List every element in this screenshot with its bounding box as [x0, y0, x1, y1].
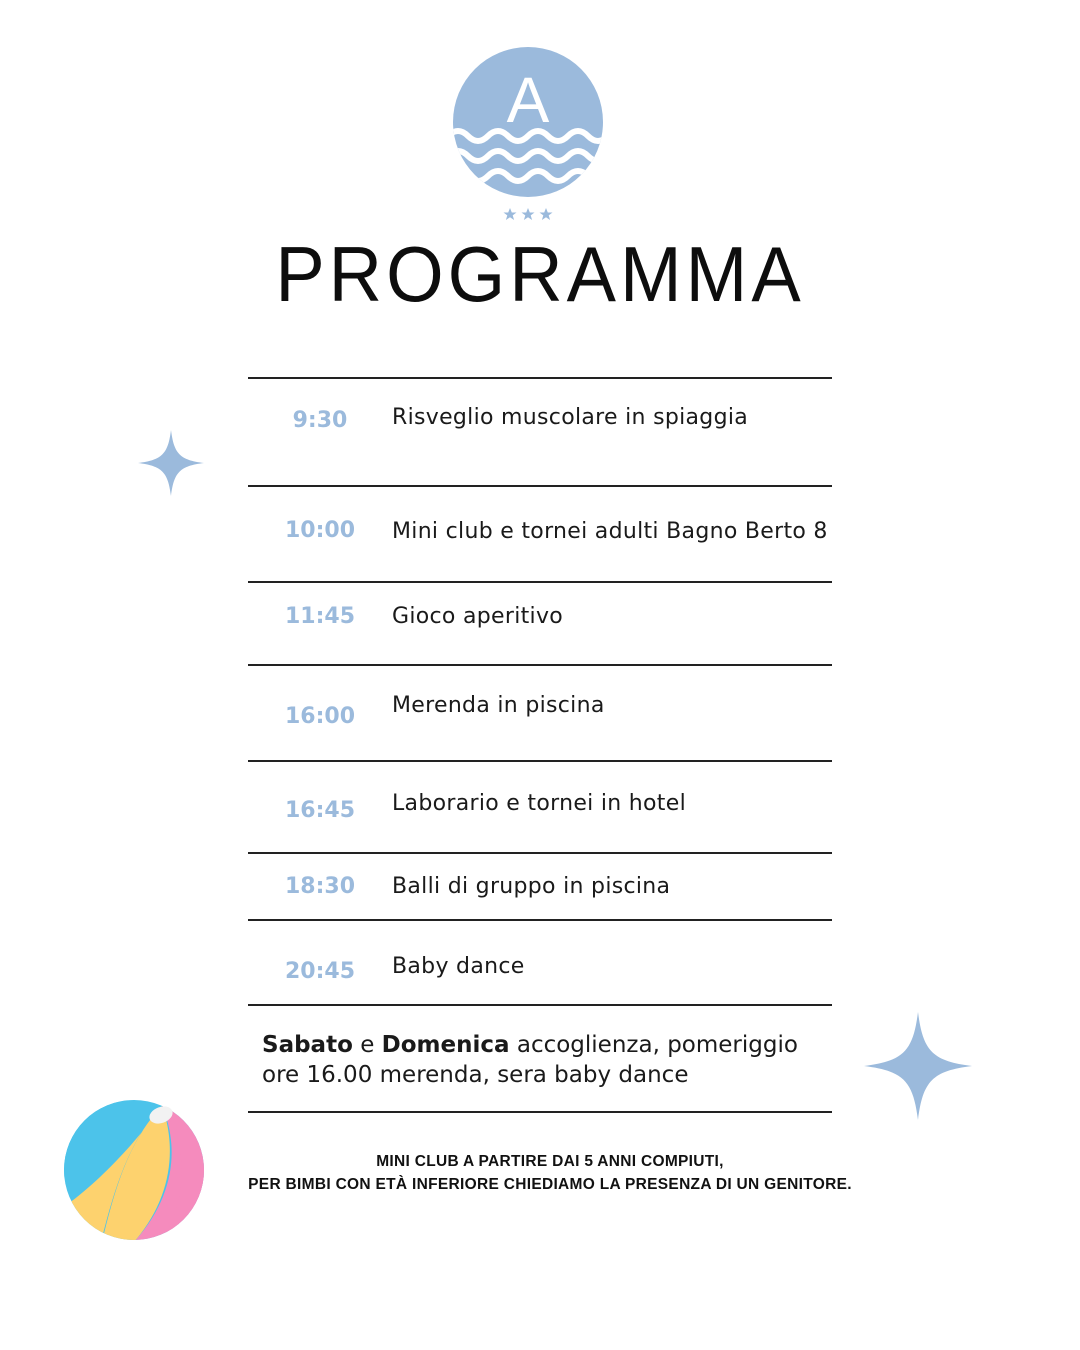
- schedule-time: 16:00: [284, 704, 356, 729]
- divider: [248, 485, 832, 487]
- weekend-day-sunday: Domenica: [381, 1032, 510, 1058]
- divider: [248, 1004, 832, 1006]
- age-note-line-1: MINI CLUB A PARTIRE DAI 5 ANNI COMPIUTI,: [376, 1153, 724, 1170]
- schedule-activity: Risveglio muscolare in spiaggia: [392, 405, 749, 430]
- divider: [248, 377, 832, 379]
- schedule-time: 11:45: [284, 604, 356, 629]
- schedule-time: 10:00: [284, 518, 356, 543]
- logo-letter: A: [506, 64, 550, 136]
- schedule-activity: Baby dance: [392, 954, 525, 979]
- sparkle-icon: [138, 430, 204, 496]
- schedule-activity: Mini club e tornei adulti Bagno Berto 8: [392, 519, 828, 544]
- weekend-note: [262, 1030, 822, 1090]
- sparkle-icon: [864, 1012, 972, 1120]
- page-title: PROGRAMMA: [275, 230, 805, 319]
- weekend-day-saturday: Sabato: [262, 1032, 353, 1058]
- divider: [248, 1111, 832, 1113]
- divider: [248, 760, 832, 762]
- schedule-time: 20:45: [284, 959, 356, 984]
- age-note-line-2: PER BIMBI CON ETÀ INFERIORE CHIEDIAMO LA PRESENZA DI UN GENITORE.: [248, 1176, 852, 1193]
- divider: [248, 919, 832, 921]
- divider: [248, 852, 832, 854]
- schedule-time: 16:45: [284, 798, 356, 823]
- schedule-activity: Laborario e tornei in hotel: [392, 791, 686, 816]
- schedule-activity: Gioco aperitivo: [392, 604, 564, 629]
- schedule-time: 18:30: [284, 874, 356, 899]
- hotel-logo: [452, 46, 604, 198]
- weekend-text: accoglienza, pomeriggio ore 16.00 merenda, sera baby dance: [262, 1032, 798, 1088]
- age-note: [200, 1150, 900, 1196]
- beach-ball-icon: [62, 1098, 206, 1242]
- weekend-connector: e: [360, 1032, 375, 1058]
- schedule-time: 9:30: [292, 408, 348, 433]
- schedule-activity: Balli di gruppo in piscina: [392, 874, 671, 899]
- divider: [248, 581, 832, 583]
- divider: [248, 664, 832, 666]
- logo-stars-icon: [496, 202, 560, 226]
- schedule-activity: Merenda in piscina: [392, 693, 605, 718]
